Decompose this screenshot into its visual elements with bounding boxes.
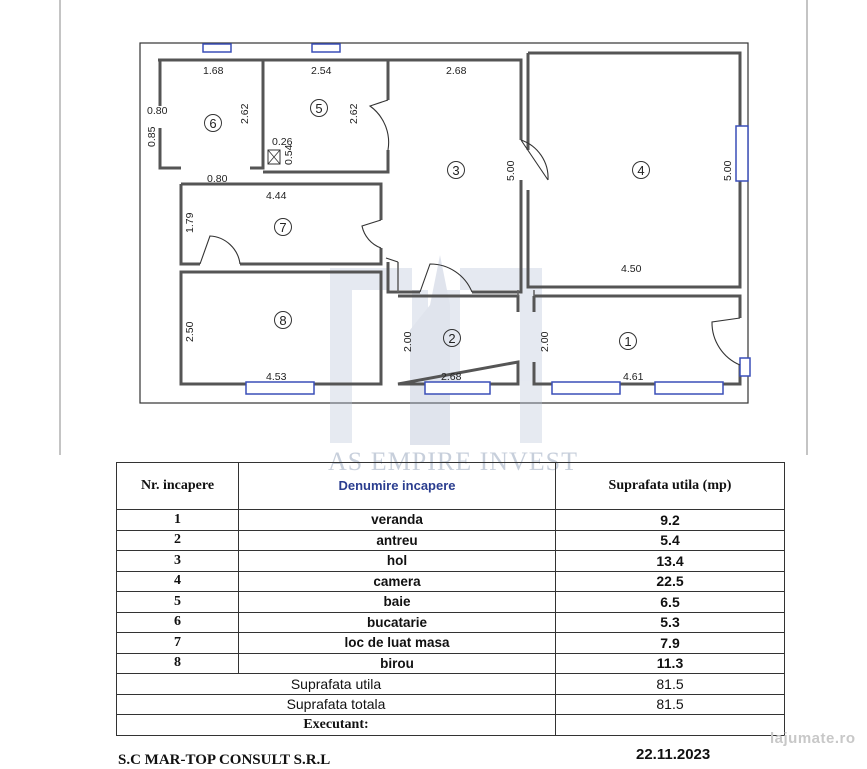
window-bath	[312, 44, 340, 52]
room-marker	[205, 115, 222, 132]
dim-label: 5.00	[505, 160, 517, 181]
dim-label: 2.62	[348, 103, 360, 124]
room-name-cell: birou	[239, 653, 556, 674]
executant-label: Executant:	[117, 715, 556, 736]
room-marker	[633, 162, 650, 179]
header-area: Suprafata utila (mp)	[556, 463, 785, 510]
table-header-row	[117, 463, 785, 510]
room-area-table	[116, 462, 785, 736]
window-room1-a	[552, 382, 620, 394]
room-name-cell: baie	[239, 592, 556, 613]
room-number-cell: 5	[117, 592, 239, 613]
dim-label: 4.50	[621, 263, 642, 275]
bath-fixture-cross	[268, 150, 280, 164]
room-name-cell: hol	[239, 551, 556, 572]
room-number-cell: 7	[117, 633, 239, 654]
room-area-cell: 9.2	[556, 510, 785, 531]
window-room1-c	[740, 358, 750, 376]
summary-value: 81.5	[556, 674, 785, 695]
dim-label: 2.54	[311, 65, 332, 77]
room-area-cell: 7.9	[556, 633, 785, 654]
room-number-cell: 8	[117, 653, 239, 674]
room-marker	[275, 219, 292, 236]
window-room2	[425, 382, 490, 394]
room-area-cell: 5.4	[556, 530, 785, 551]
summary-row	[117, 694, 785, 715]
window-room4	[736, 126, 748, 181]
door-entry-stub	[386, 258, 398, 262]
window-kitchen	[203, 44, 231, 52]
header-name: Denumire incapere	[239, 463, 556, 510]
dim-label: 0.80	[207, 173, 228, 185]
door-room7	[362, 220, 381, 248]
room-area-cell: 22.5	[556, 571, 785, 592]
table-row	[117, 653, 785, 674]
room-name-cell: loc de luat masa	[239, 633, 556, 654]
table-row	[117, 530, 785, 551]
summary-value: 81.5	[556, 694, 785, 715]
room-area-cell: 13.4	[556, 551, 785, 572]
site-watermark-logo: lajumate.ro	[770, 730, 856, 747]
svg-text:2: 2	[448, 331, 456, 346]
room-marker	[448, 162, 465, 179]
table-row	[117, 592, 785, 613]
svg-text:4: 4	[637, 163, 645, 178]
door-room8	[200, 236, 240, 264]
table-row	[117, 510, 785, 531]
signature-cell	[556, 715, 785, 736]
room-number-cell: 2	[117, 530, 239, 551]
dim-label: 2.00	[402, 331, 414, 352]
room-marker	[311, 100, 328, 117]
dim-label: 1.68	[203, 65, 224, 77]
room-name-cell: bucatarie	[239, 612, 556, 633]
room-number-cell: 3	[117, 551, 239, 572]
dim-label: 2.68	[441, 371, 462, 383]
table-row	[117, 571, 785, 592]
window-room1-b	[655, 382, 723, 394]
room-number-cell: 4	[117, 571, 239, 592]
room-marker	[275, 312, 292, 329]
dim-label: 4.61	[623, 371, 644, 383]
table-row	[117, 612, 785, 633]
svg-text:5: 5	[315, 101, 323, 116]
summary-label: Suprafata utila	[117, 674, 556, 695]
summary-label: Suprafata totala	[117, 694, 556, 715]
room-area-cell: 5.3	[556, 612, 785, 633]
svg-text:7: 7	[279, 220, 287, 235]
dim-label: 2.50	[184, 321, 196, 342]
executant-row	[117, 715, 785, 736]
table-row	[117, 551, 785, 572]
svg-text:6: 6	[209, 116, 217, 131]
door-veranda	[712, 318, 740, 365]
dim-label: 0.80	[147, 105, 168, 117]
company-name: S.C MAR-TOP CONSULT S.R.L	[118, 752, 331, 768]
document-date: 22.11.2023	[636, 746, 711, 763]
summary-row	[117, 674, 785, 695]
room-number-cell: 6	[117, 612, 239, 633]
dim-label: 4.53	[266, 371, 287, 383]
watermark-logo	[330, 255, 542, 445]
dim-label: 2.00	[539, 331, 551, 352]
dim-label: 2.68	[446, 65, 467, 77]
header-nr: Nr. incapere	[117, 463, 239, 510]
room-area-cell: 6.5	[556, 592, 785, 613]
dim-label: 2.62	[239, 103, 251, 124]
window-room8	[246, 382, 314, 394]
svg-text:8: 8	[279, 313, 287, 328]
dim-label: 1.79	[184, 212, 196, 233]
room-name-cell: veranda	[239, 510, 556, 531]
room-name-cell: antreu	[239, 530, 556, 551]
room-area-cell: 11.3	[556, 653, 785, 674]
table-row	[117, 633, 785, 654]
door-bath	[370, 100, 389, 150]
door-room4	[521, 140, 548, 180]
room-marker	[620, 333, 637, 350]
dim-label: 0.54	[283, 144, 295, 165]
svg-text:3: 3	[452, 163, 460, 178]
dim-label: 0.85	[146, 126, 158, 147]
dim-label: 4.44	[266, 190, 287, 202]
watermark-text: AS EMPIRE INVEST	[328, 447, 579, 476]
dim-label: 0.26	[272, 136, 293, 148]
dim-label: 5.00	[722, 160, 734, 181]
room-number-cell: 1	[117, 510, 239, 531]
room-name-cell: camera	[239, 571, 556, 592]
svg-text:1: 1	[624, 334, 632, 349]
